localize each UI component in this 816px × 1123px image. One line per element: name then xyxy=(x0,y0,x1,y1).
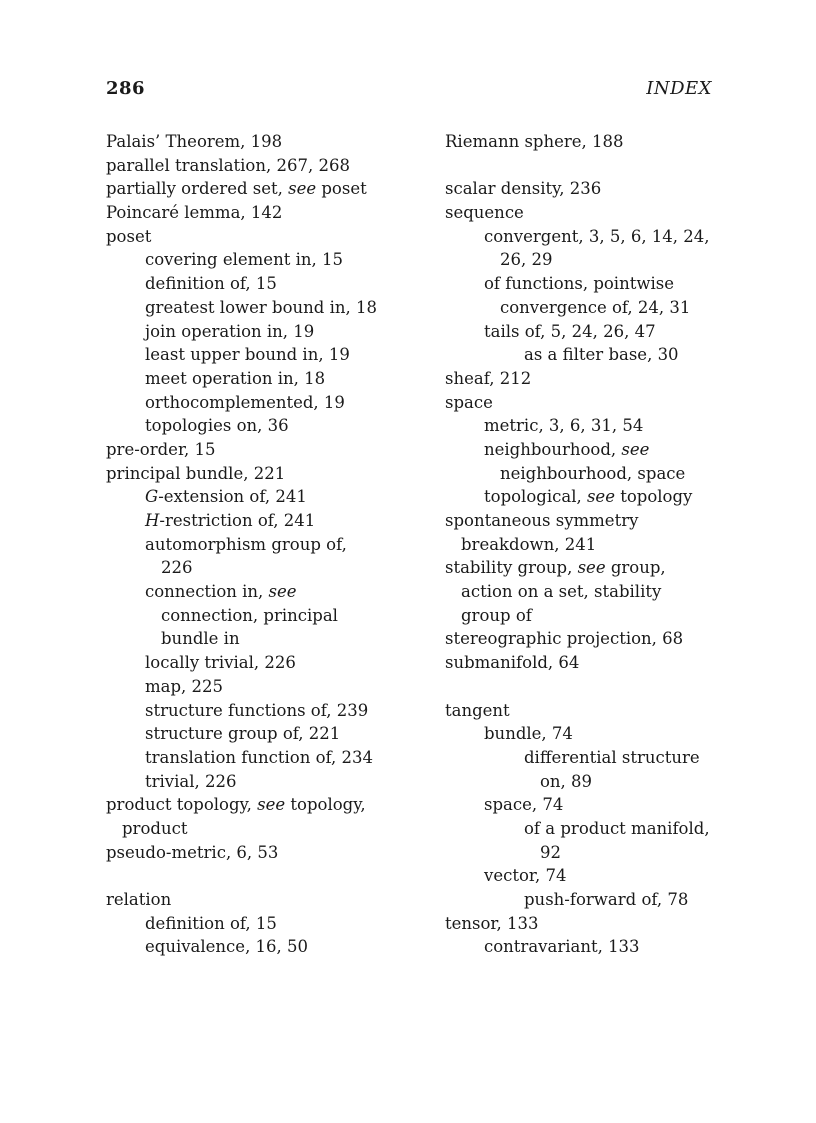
index-entry xyxy=(106,438,426,462)
index-entry-text: on, 89 xyxy=(540,771,593,791)
index-subentry xyxy=(445,320,765,344)
index-entry-text: -restriction of, 241 xyxy=(159,511,316,530)
index-entry xyxy=(445,177,765,201)
index-letter-gap xyxy=(445,675,765,699)
index-subentry xyxy=(445,343,765,367)
index-entry-text: connection, principal xyxy=(161,605,338,625)
index-entry-see-text: see xyxy=(586,487,615,507)
index-entry-text: spontaneous symmetry xyxy=(445,511,639,530)
index-entry-text: tensor, 133 xyxy=(445,913,539,933)
index-subentry xyxy=(106,296,426,320)
index-entry-text: join operation in, 19 xyxy=(145,321,315,341)
index-entry-text: meet operation in, 18 xyxy=(145,368,326,388)
index-entry xyxy=(445,651,765,675)
index-subentry xyxy=(106,485,426,509)
index-entry-text: metric, 3, 6, 31, 54 xyxy=(484,416,644,436)
index-entry-text: group, xyxy=(605,558,666,578)
index-entry-text: breakdown, 241 xyxy=(461,534,597,554)
index-entry-text: Palais’ Theorem, 198 xyxy=(106,132,283,151)
index-entry-text: bundle in xyxy=(161,629,240,649)
index-entry-text: scalar density, 236 xyxy=(445,179,602,199)
index-entry-text: product topology, xyxy=(106,795,258,815)
index-subentry xyxy=(106,627,426,651)
index-subentry xyxy=(445,462,765,486)
index-entry-text: orthocomplemented, 19 xyxy=(145,392,345,412)
index-entry-text: stability group, xyxy=(445,558,578,578)
index-subentry xyxy=(106,651,426,675)
index-entry-text: poset xyxy=(106,226,152,246)
index-subentry xyxy=(106,675,426,699)
index-entry-text: group of xyxy=(461,605,532,625)
index-entry-text: trivial, 226 xyxy=(145,771,237,791)
index-entry-text: equivalence, 16, 50 xyxy=(145,937,309,957)
index-entry-text: tails of, 5, 24, 26, 47 xyxy=(484,321,656,341)
index-subentry xyxy=(106,556,426,580)
index-entry-see-text: see xyxy=(268,582,297,602)
index-entry xyxy=(106,177,426,201)
index-subentry xyxy=(106,770,426,794)
index-subentry xyxy=(106,509,426,533)
index-entry xyxy=(445,130,765,154)
index-entry-text: partially ordered set, xyxy=(106,179,289,199)
index-subentry xyxy=(106,272,426,296)
index-entry xyxy=(106,154,426,178)
index-entry-text: as a filter base, 30 xyxy=(524,345,679,365)
index-entry-text: principal bundle, 221 xyxy=(106,463,286,483)
index-subentry xyxy=(445,414,765,438)
index-subentry xyxy=(445,817,765,841)
running-head: INDEX xyxy=(646,78,712,99)
index-column-right xyxy=(445,130,765,959)
index-subentry xyxy=(445,296,765,320)
index-entry-text: 92 xyxy=(540,842,561,862)
index-subentry xyxy=(445,580,765,604)
index-subentry xyxy=(445,864,765,888)
index-entry-text: vector, 74 xyxy=(484,866,567,886)
index-entry-text: convergent, 3, 5, 6, 14, 24, xyxy=(484,226,710,246)
index-entry-text: topology xyxy=(614,487,693,507)
index-entry-text: parallel translation, 267, 268 xyxy=(106,155,350,175)
index-subentry xyxy=(445,438,765,462)
index-subentry xyxy=(445,272,765,296)
index-subentry xyxy=(445,770,765,794)
index-entry-text: of functions, pointwise xyxy=(484,274,674,294)
index-entry-text: tangent xyxy=(445,700,510,720)
index-entry-text: topologies on, 36 xyxy=(145,416,289,436)
index-entry-text: stereographic projection, 68 xyxy=(445,629,684,649)
index-subentry xyxy=(106,817,426,841)
index-entry xyxy=(445,367,765,391)
index-entry-text: structure functions of, 239 xyxy=(145,700,369,720)
index-entry xyxy=(106,462,426,486)
index-entry-see-text: see xyxy=(257,795,286,815)
index-entry-see-text: H xyxy=(145,511,160,530)
index-subentry xyxy=(445,225,765,249)
index-entry-text: neighbourhood, xyxy=(484,439,622,459)
index-subentry xyxy=(445,722,765,746)
index-entry xyxy=(445,201,765,225)
index-subentry xyxy=(106,343,426,367)
index-subentry xyxy=(106,912,426,936)
index-entry-text: submanifold, 64 xyxy=(445,653,580,673)
index-entry-text: differential structure xyxy=(524,747,700,767)
index-column-left xyxy=(106,130,426,959)
index-subentry xyxy=(106,935,426,959)
index-entry-text: Riemann sphere, 188 xyxy=(445,132,624,151)
index-entry xyxy=(445,912,765,936)
index-subentry xyxy=(445,935,765,959)
index-subentry xyxy=(106,414,426,438)
index-entry xyxy=(106,225,426,249)
index-entry-text: space xyxy=(445,392,493,412)
index-entry xyxy=(445,627,765,651)
index-entry-text: convergence of, 24, 31 xyxy=(500,297,691,317)
index-entry-see-text: see xyxy=(577,558,606,578)
index-entry xyxy=(445,509,765,533)
index-subentry xyxy=(106,604,426,628)
index-subentry xyxy=(106,391,426,415)
index-entry-text: poset xyxy=(316,179,367,199)
index-letter-gap xyxy=(445,154,765,178)
index-subentry xyxy=(445,485,765,509)
index-entry-text: least upper bound in, 19 xyxy=(145,345,350,365)
index-entry-text: product xyxy=(122,818,188,838)
index-letter-gap xyxy=(106,864,426,888)
index-entry-text: 26, 29 xyxy=(500,250,553,270)
index-entry-text: greatest lower bound in, 18 xyxy=(145,297,377,317)
index-subentry xyxy=(106,320,426,344)
index-entry-text: sheaf, 212 xyxy=(445,368,532,388)
index-entry xyxy=(106,201,426,225)
index-entry-see-text: see xyxy=(288,179,317,199)
index-subentry xyxy=(106,699,426,723)
index-entry xyxy=(106,888,426,912)
index-subentry xyxy=(106,367,426,391)
index-entry-text: connection in, xyxy=(145,582,269,602)
index-subentry xyxy=(445,841,765,865)
index-entry-text: action on a set, stability xyxy=(461,582,662,602)
index-entry-text: push-forward of, 78 xyxy=(524,890,689,909)
index-entry xyxy=(445,699,765,723)
index-subentry xyxy=(106,580,426,604)
index-entry-text: contravariant, 133 xyxy=(484,937,640,957)
index-entry-text: pre-order, 15 xyxy=(106,439,216,459)
index-entry-text: of a product manifold, xyxy=(524,818,710,838)
index-subentry xyxy=(445,248,765,272)
index-entry xyxy=(106,793,426,817)
index-entry-text: translation function of, 234 xyxy=(145,747,374,767)
index-entry-text: structure group of, 221 xyxy=(145,724,341,744)
index-subentry xyxy=(106,722,426,746)
index-subentry xyxy=(445,533,765,557)
index-entry xyxy=(106,130,426,154)
page-number: 286 xyxy=(106,78,146,99)
index-entry-text: topological, xyxy=(484,487,587,507)
index-subentry xyxy=(445,746,765,770)
index-entry xyxy=(445,391,765,415)
index-entry-text: covering element in, 15 xyxy=(145,250,343,270)
index-subentry xyxy=(445,793,765,817)
index-entry xyxy=(445,556,765,580)
index-entry-text: space, 74 xyxy=(484,795,564,815)
index-entry-text: 226 xyxy=(161,558,193,578)
index-entry-text: locally trivial, 226 xyxy=(145,653,296,673)
index-entry-text: map, 225 xyxy=(145,676,224,696)
index-subentry xyxy=(106,746,426,770)
index-entry-text: definition of, 15 xyxy=(145,913,277,933)
index-entry-text: definition of, 15 xyxy=(145,274,277,294)
index-entry-text: pseudo-metric, 6, 53 xyxy=(106,842,279,862)
index-entry-text: bundle, 74 xyxy=(484,724,573,744)
index-entry-text: topology, xyxy=(285,795,366,815)
index-subentry xyxy=(106,533,426,557)
index-entry-text: relation xyxy=(106,890,172,909)
index-subentry xyxy=(106,248,426,272)
index-entry-see-text: G xyxy=(145,487,159,507)
index-entry-text: -extension of, 241 xyxy=(158,487,307,507)
index-subentry xyxy=(445,604,765,628)
index-entry-text: sequence xyxy=(445,203,524,223)
index-subentry xyxy=(445,888,765,912)
index-entry xyxy=(106,841,426,865)
index-entry-text: automorphism group of, xyxy=(145,534,347,554)
index-entry-text: Poincaré lemma, 142 xyxy=(106,203,283,223)
index-entry-see-text: see xyxy=(621,439,650,459)
index-entry-text: neighbourhood, space xyxy=(500,463,686,483)
